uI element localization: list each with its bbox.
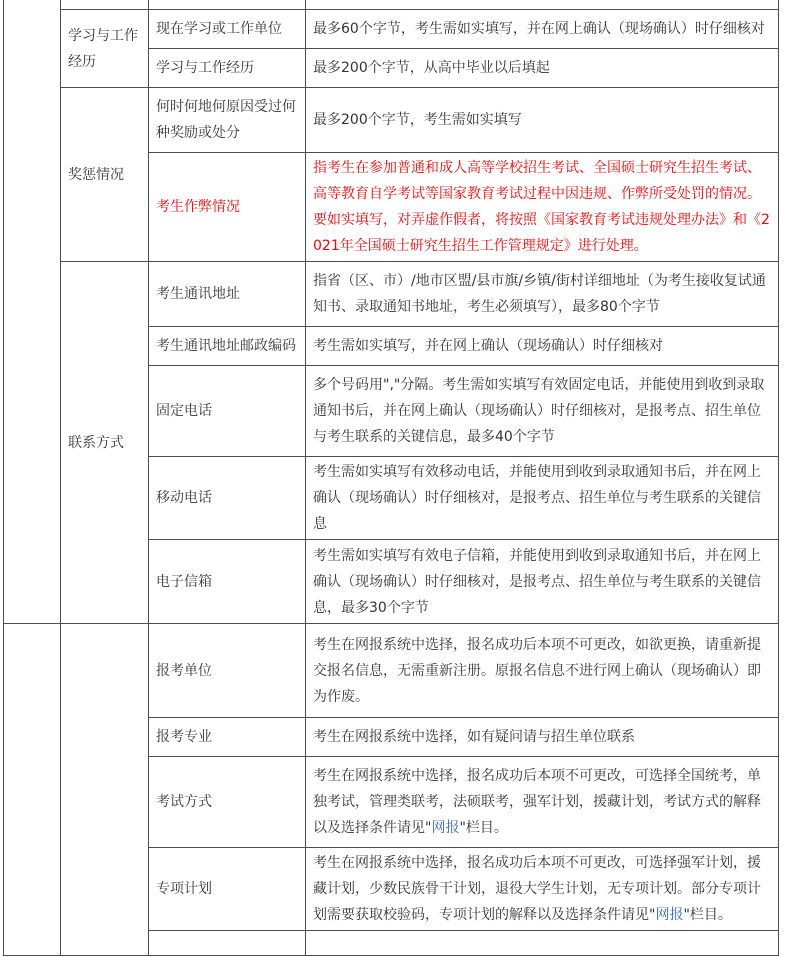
desc-postal-code: 考生需如实填写，并在网上确认（现场确认）时仔细核对	[306, 327, 779, 366]
category-cell-application	[61, 624, 149, 956]
desc-study-work-history: 最多200个字节，从高中毕业以后填起	[306, 49, 779, 88]
table-row	[4, 0, 779, 10]
field-exam-method: 考试方式	[149, 757, 306, 848]
field-cell-cut	[149, 0, 306, 10]
field-cheating-record: 考生作弊情况	[149, 153, 306, 262]
field-mailing-address: 考生通讯地址	[149, 262, 306, 327]
desc-email: 考生需如实填写有效电子信箱，并能使用到收到录取通知书后，并在网上确认（现场确认）时仔细核对，是报考点、招生单位与考生联系的关键信息，最多30个字节	[306, 540, 779, 624]
field-landline-phone: 固定电话	[149, 366, 306, 457]
field-current-study-or-work-unit: 现在学习或工作单位	[149, 10, 306, 49]
field-target-major: 报考专业	[149, 718, 306, 757]
desc-cheating-record: 指考生在参加普通和成人高等学校招生考试、全国硕士研究生招生考试、高等教育自学考试等国家教育考试过程中因违规、作弊所受处罚的情况。要如实填写，对弄虚作假者，将按照《国家教育考试违规处理办法》和《2021年全国硕士研究生招生工作管理规定》进行处理。	[306, 153, 779, 262]
desc-rewards-or-punishments: 最多200个字节，考生需如实填写	[306, 88, 779, 153]
wangbao-link[interactable]: 网报	[655, 907, 684, 923]
wangbao-link[interactable]: 网报	[431, 820, 460, 836]
field-email: 电子信箱	[149, 540, 306, 624]
desc-text: 考生在网报系统中选择，报名成功后本项不可更改，可选择全国统考，单独考试，管理类联考，法硕联考，强军计划，援藏计划，考试方式的解释以及选择条件请见"	[313, 768, 761, 836]
desc-special-program	[306, 848, 779, 931]
desc-mobile-phone: 考生需如实填写有效移动电话，并能使用到收到录取通知书后，并在网上确认（现场确认）时仔细核对，是报考点、招生单位与考生联系的关键信息	[306, 457, 779, 540]
desc-landline-phone: 多个号码用","分隔。考生需如实填写有效固定电话，并能使用到收到录取通知书后，并在网上确认（现场确认）时仔细核对，是报考点、招生单位与考生联系的关键信息，最多40个字节	[306, 366, 779, 457]
field-target-institution: 报考单位	[149, 624, 306, 718]
desc-current-study-or-work-unit: 最多60个字节，考生需如实填写，并在网上确认（现场确认）时仔细核对	[306, 10, 779, 49]
category-cell-rewards-punishments: 奖惩情况	[61, 88, 149, 262]
outer-group-cell	[4, 0, 61, 624]
desc-text: 考生在网报系统中选择，报名成功后本项不可更改，可选择强军计划，援藏计划，少数民族骨干计划，退役大学生计划，无专项计划。部分专项计划需要获取校验码，专项计划的解释以及选择条件请见"	[313, 855, 761, 923]
category-cell-study-work: 学习与工作经历	[61, 10, 149, 88]
field-postal-code: 考生通讯地址邮政编码	[149, 327, 306, 366]
field-rewards-or-punishments: 何时何地何原因受过何种奖励或处分	[149, 88, 306, 153]
outer-group-cell	[4, 624, 61, 956]
field-mobile-phone: 移动电话	[149, 457, 306, 540]
desc-cell-cut	[306, 931, 779, 956]
category-cell-cut	[61, 0, 149, 10]
desc-mailing-address: 指省（区、市）/地市区盟/县市旗/乡镇/街村详细地址（为考生接收复试通知书、录取通知书地址，考生必须填写），最多80个字节	[306, 262, 779, 327]
desc-text: "栏目。	[683, 907, 732, 923]
field-special-program: 专项计划	[149, 848, 306, 931]
table-row	[4, 10, 779, 49]
desc-target-major: 考生在网报系统中选择，如有疑问请与招生单位联系	[306, 718, 779, 757]
field-cell-cut	[149, 931, 306, 956]
field-study-work-history: 学习与工作经历	[149, 49, 306, 88]
table-row	[4, 262, 779, 327]
table-row	[4, 624, 779, 718]
desc-target-institution: 考生在网报系统中选择，报名成功后本项不可更改，如欲更换，请重新提交报名信息，无需重新注册。原报名信息不进行网上确认（现场确认）即为作废。	[306, 624, 779, 718]
registration-fields-table	[3, 0, 779, 956]
table-row	[4, 88, 779, 153]
desc-text: "栏目。	[459, 820, 508, 836]
category-cell-contact-info: 联系方式	[61, 262, 149, 624]
desc-exam-method	[306, 757, 779, 848]
desc-cell-cut	[306, 0, 779, 10]
